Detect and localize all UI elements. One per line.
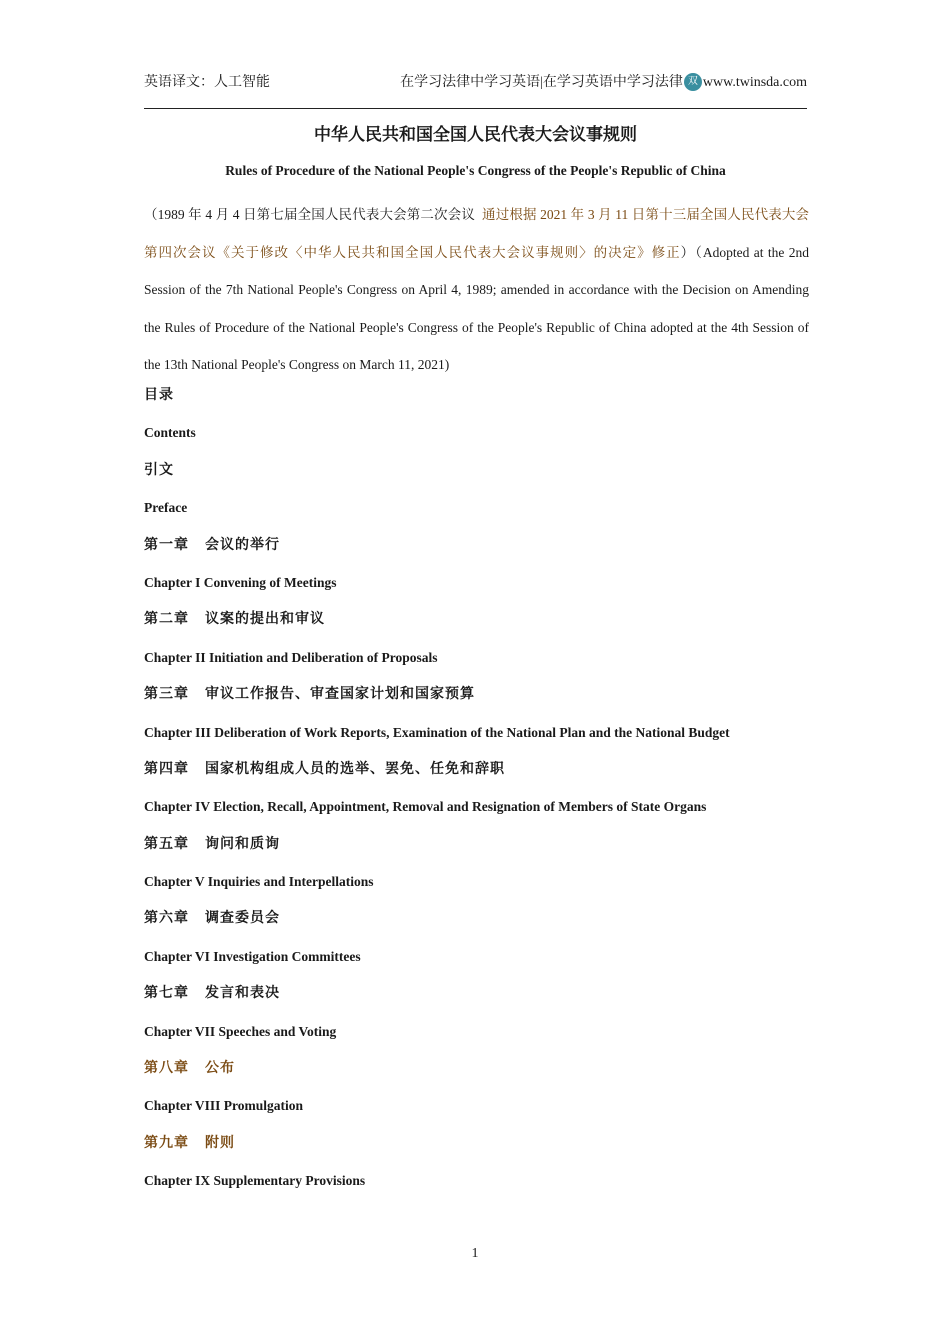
table-of-contents [144, 385, 807, 1208]
chapter-number-zh: 第三章 [144, 687, 189, 703]
chapter-number-zh: 第五章 [144, 836, 189, 852]
toc-chapter-zh [144, 908, 807, 945]
toc-chapter-en: Chapter III Deliberation of Work Reports, Examination of the National Plan and the National Budget [144, 724, 730, 740]
document-subtitle: Rules of Procedure of the National People's Congress of the People's Republic of China [225, 163, 726, 178]
toc-chapter-en: Chapter V Inquiries and Interpellations [144, 874, 374, 890]
chapter-number-zh: 第二章 [144, 612, 189, 628]
toc-chapter-zh [144, 983, 807, 1020]
chapter-number-zh: 第四章 [144, 761, 189, 777]
toc-chapter-en: Chapter VI Investigation Committees [144, 948, 361, 964]
toc-chapter-zh [144, 535, 807, 572]
adoption-note-zh: （1989 年 4 月 4 日第七届全国人民代表大会第二次会议 [144, 207, 475, 222]
toc-chapter-zh [144, 759, 807, 796]
chapter-title-zh: 发言和表决 [205, 986, 280, 1002]
toc-preface-zh: 引文 [144, 462, 174, 478]
toc-chapter-en: Chapter II Initiation and Deliberation of Proposals [144, 649, 438, 665]
toc-heading-en: Contents [144, 425, 196, 441]
toc-chapter-zh [144, 609, 807, 646]
toc-chapter-zh [144, 834, 807, 871]
chapter-title-zh: 询问和质询 [205, 836, 280, 852]
page-header [144, 72, 807, 94]
adoption-note [144, 196, 809, 384]
chapter-title-zh: 审议工作报告、审查国家计划和国家预算 [205, 687, 475, 703]
toc-chapter-en: Chapter I Convening of Meetings [144, 574, 337, 590]
chapter-number-zh: 第一章 [144, 537, 189, 553]
header-slogan [400, 72, 807, 94]
toc-heading-zh: 目录 [144, 388, 174, 403]
chapter-number-zh: 第六章 [144, 911, 189, 927]
toc-preface-en: Preface [144, 500, 188, 516]
adoption-note-close: ） [680, 244, 696, 260]
chapter-title-zh: 附则 [205, 1135, 235, 1151]
toc-chapter-en: Chapter IX Supplementary Provisions [144, 1173, 366, 1189]
adoption-note-en: （Adopted at the 2nd Session of the 7th National People's Congress on April 4, 1989; amended in accordance with the Decision on Amending the Rules of Procedure of the National People's Congress of the People's Republic of China adopted at the 4th Session of the 13th National People's Congress on March 11, 2021) [144, 244, 810, 372]
chapter-title-zh: 国家机构组成人员的选举、罢免、任免和辞职 [205, 761, 505, 777]
chapter-title-zh: 公布 [205, 1061, 235, 1077]
chapter-number-zh: 第八章 [144, 1061, 189, 1077]
toc-chapter-zh [144, 684, 807, 721]
toc-chapter-en: Chapter VII Speeches and Voting [144, 1023, 337, 1039]
header-slogan-text: 在学习法律中学习英语|在学习英语中学习法律 [400, 75, 683, 90]
toc-chapter-en: Chapter IV Election, Recall, Appointment, Removal and Resignation of Members of State Organs [144, 799, 707, 815]
chapter-title-zh: 调查委员会 [205, 911, 280, 927]
header-divider [144, 108, 807, 109]
amendment-note-zh: 通过根据 2021 年 3 月 11 日第十三届全国人民代表大会第四次会议《关于修改〈中华人民共和国全国人民代表大会议事规则〉的决定》修正 [144, 207, 810, 260]
chapter-title-zh: 议案的提出和审议 [205, 612, 325, 628]
header-category: 英语译文：人工智能 [144, 75, 270, 90]
toc-chapter-zh-amended [144, 1058, 807, 1095]
header-site-link[interactable]: www.twinsda.com [702, 75, 807, 90]
chapter-title-zh: 会议的举行 [205, 537, 280, 553]
toc-chapter-en: Chapter VIII Promulgation [144, 1098, 304, 1114]
chapter-number-zh: 第九章 [144, 1135, 189, 1151]
document-title: 中华人民共和国全国人民代表大会议事规则 [314, 125, 637, 144]
twinsda-logo-icon: 双 [684, 73, 702, 91]
toc-chapter-zh-amended [144, 1133, 807, 1170]
chapter-number-zh: 第七章 [144, 986, 189, 1002]
page-number: 1 [471, 1246, 479, 1261]
